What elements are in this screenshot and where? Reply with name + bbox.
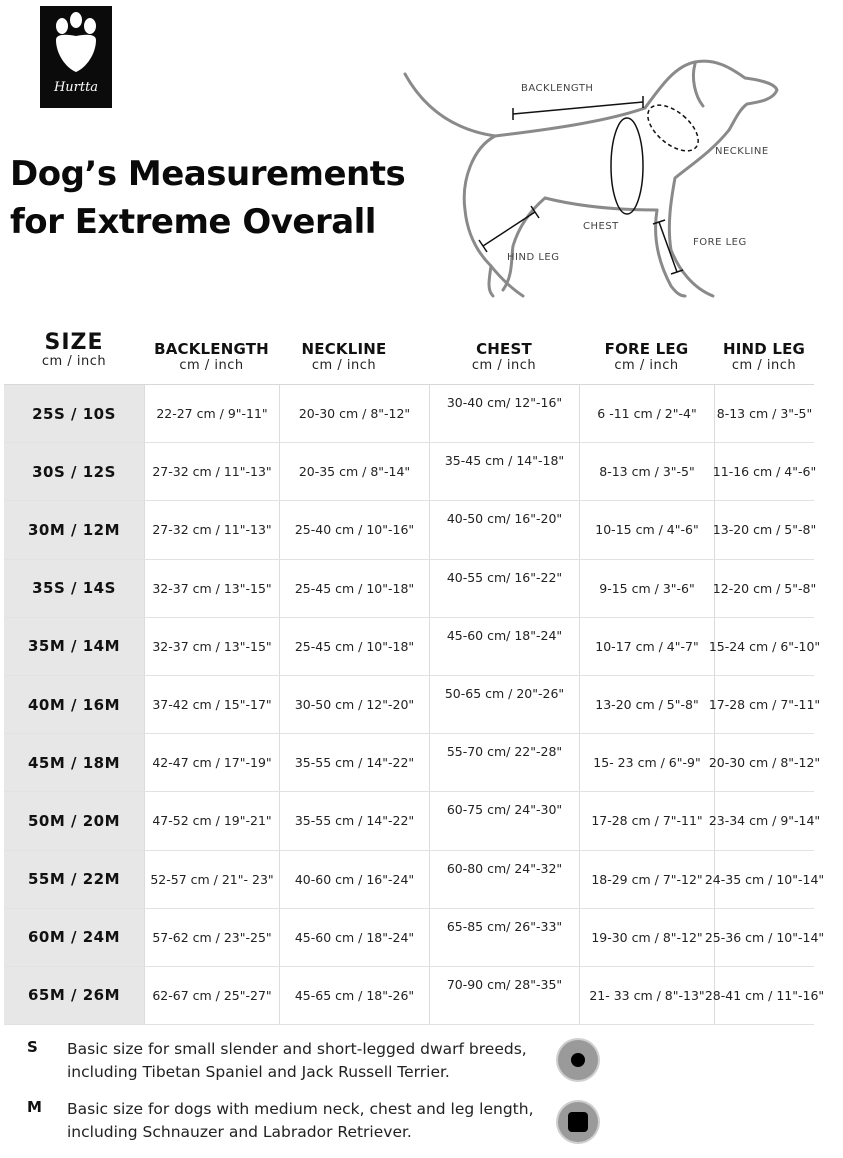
rounded-square-icon <box>558 1102 598 1142</box>
table-row <box>4 560 817 618</box>
table-row <box>4 967 825 1025</box>
cell-chest: 40-55 cm/ 16"-22" <box>429 560 579 617</box>
cell-hind-leg: 28-41 cm / 11"-16" <box>714 967 814 1024</box>
cell-chest: 30-40 cm/ 12"-16" <box>429 385 579 442</box>
cell-neckline: 35-55 cm / 14"-22" <box>279 734 429 791</box>
table-row <box>4 851 825 909</box>
cell-neckline: 25-40 cm / 10"-16" <box>279 501 429 558</box>
cell-fore-leg: 10-17 cm / 4"-7" <box>579 618 714 675</box>
cell-neckline: 40-60 cm / 16"-24" <box>279 851 429 908</box>
header-backlength: BACKLENGTH cm / inch <box>154 340 269 373</box>
cell-backlength: 22-27 cm / 9"-11" <box>144 385 279 442</box>
cell-size: 30S / 12S <box>4 443 144 500</box>
cell-chest: 70-90 cm/ 28"-35" <box>429 967 579 1024</box>
cell-size: 55M / 22M <box>4 851 144 908</box>
label-backlength: BACKLENGTH <box>521 83 594 94</box>
cell-chest: 35-45 cm / 14"-18" <box>429 443 579 500</box>
table-row <box>4 792 821 850</box>
dog-silhouette-icon <box>395 50 795 310</box>
label-chest: CHEST <box>583 221 619 232</box>
cell-fore-leg: 15- 23 cm / 6"-9" <box>579 734 714 791</box>
cell-size: 35M / 14M <box>4 618 144 675</box>
note-text <box>67 1098 567 1144</box>
table-row <box>4 501 817 559</box>
table-body <box>4 384 825 1025</box>
note-letter: S <box>27 1038 38 1056</box>
cell-backlength: 52-57 cm / 21"- 23" <box>144 851 279 908</box>
cell-chest: 40-50 cm/ 16"-20" <box>429 501 579 558</box>
table-row <box>4 385 814 443</box>
cell-neckline: 45-65 cm / 18"-26" <box>279 967 429 1024</box>
cell-chest: 50-65 cm / 20"-26" <box>429 676 579 733</box>
label-fore-leg: FORE LEG <box>693 237 747 248</box>
label-hind-leg: HIND LEG <box>507 252 560 263</box>
table-row <box>4 618 821 676</box>
table-row <box>4 676 821 734</box>
table-header <box>4 330 814 382</box>
cell-fore-leg: 17-28 cm / 7"-11" <box>579 792 714 849</box>
cell-size: 45M / 18M <box>4 734 144 791</box>
cell-backlength: 42-47 cm / 17"-19" <box>144 734 279 791</box>
cell-size: 50M / 20M <box>4 792 144 849</box>
cell-hind-leg: 13-20 cm / 5"-8" <box>714 501 814 558</box>
cell-chest: 60-80 cm/ 24"-32" <box>429 851 579 908</box>
cell-chest: 55-70 cm/ 22"-28" <box>429 734 579 791</box>
cell-neckline: 35-55 cm / 14"-22" <box>279 792 429 849</box>
cell-size: 25S / 10S <box>4 385 144 442</box>
cell-neckline: 25-45 cm / 10"-18" <box>279 618 429 675</box>
cell-size: 60M / 24M <box>4 909 144 966</box>
cell-hind-leg: 24-35 cm / 10"-14" <box>714 851 814 908</box>
cell-chest: 45-60 cm/ 18"-24" <box>429 618 579 675</box>
header-hind-leg: HIND LEG cm / inch <box>722 340 806 373</box>
cell-backlength: 62-67 cm / 25"-27" <box>144 967 279 1024</box>
cell-hind-leg: 11-16 cm / 4"-6" <box>714 443 814 500</box>
cell-hind-leg: 8-13 cm / 3"-5" <box>714 385 814 442</box>
cell-fore-leg: 6 -11 cm / 2"-4" <box>579 385 714 442</box>
dog-measurement-diagram <box>395 50 795 310</box>
cell-neckline: 20-30 cm / 8"-12" <box>279 385 429 442</box>
cell-backlength: 27-32 cm / 11"-13" <box>144 443 279 500</box>
note-line: Basic size for small slender and short-legged dwarf breeds, <box>67 1040 527 1058</box>
cell-size: 30M / 12M <box>4 501 144 558</box>
cell-fore-leg: 9-15 cm / 3"-6" <box>579 560 714 617</box>
cell-hind-leg: 17-28 cm / 7"-11" <box>714 676 814 733</box>
note-line: including Tibetan Spaniel and Jack Russell Terrier. <box>67 1063 450 1081</box>
cell-chest: 65-85 cm/ 26"-33" <box>429 909 579 966</box>
title-line-2: for Extreme Overall <box>10 202 376 242</box>
header-fore-leg: FORE LEG cm / inch <box>604 340 689 373</box>
cell-neckline: 45-60 cm / 18"-24" <box>279 909 429 966</box>
cell-size: 35S / 14S <box>4 560 144 617</box>
table-row <box>4 909 825 967</box>
cell-fore-leg: 19-30 cm / 8"-12" <box>579 909 714 966</box>
table-row <box>4 443 817 501</box>
cell-hind-leg: 23-34 cm / 9"-14" <box>714 792 814 849</box>
header-size: SIZE cm / inch <box>41 330 107 369</box>
cell-backlength: 32-37 cm / 13"-15" <box>144 618 279 675</box>
note-m <box>0 1098 843 1158</box>
cell-hind-leg: 15-24 cm / 6"-10" <box>714 618 814 675</box>
label-neckline: NECKLINE <box>715 146 769 157</box>
cell-backlength: 32-37 cm / 13"-15" <box>144 560 279 617</box>
note-line: Basic size for dogs with medium neck, chest and leg length, <box>67 1100 534 1118</box>
cell-backlength: 47-52 cm / 19"-21" <box>144 792 279 849</box>
cell-neckline: 25-45 cm / 10"-18" <box>279 560 429 617</box>
cell-neckline: 30-50 cm / 12"-20" <box>279 676 429 733</box>
brand-logo <box>40 6 112 108</box>
note-s <box>0 1038 843 1098</box>
cell-hind-leg: 25-36 cm / 10"-14" <box>714 909 814 966</box>
cell-backlength: 37-42 cm / 15"-17" <box>144 676 279 733</box>
table-row <box>4 734 821 792</box>
note-text <box>67 1038 567 1084</box>
cell-size: 40M / 16M <box>4 676 144 733</box>
cell-neckline: 20-35 cm / 8"-14" <box>279 443 429 500</box>
cell-chest: 60-75 cm/ 24"-30" <box>429 792 579 849</box>
cell-backlength: 57-62 cm / 23"-25" <box>144 909 279 966</box>
circle-dot-icon <box>558 1040 598 1080</box>
brand-name: Hurtta <box>53 80 99 95</box>
paw-print-icon <box>40 6 112 80</box>
cell-hind-leg: 12-20 cm / 5"-8" <box>714 560 814 617</box>
header-chest: CHEST cm / inch <box>471 340 537 373</box>
page-title <box>10 150 405 246</box>
cell-fore-leg: 21- 33 cm / 8"-13" <box>579 967 714 1024</box>
note-line: including Schnauzer and Labrador Retriever. <box>67 1123 412 1141</box>
title-line-1: Dog’s Measurements <box>10 154 406 194</box>
cell-backlength: 27-32 cm / 11"-13" <box>144 501 279 558</box>
note-letter: M <box>27 1098 42 1116</box>
cell-fore-leg: 8-13 cm / 3"-5" <box>579 443 714 500</box>
cell-hind-leg: 20-30 cm / 8"-12" <box>714 734 814 791</box>
size-table <box>4 330 825 1005</box>
cell-fore-leg: 10-15 cm / 4"-6" <box>579 501 714 558</box>
header-neckline: NECKLINE cm / inch <box>301 340 387 373</box>
cell-size: 65M / 26M <box>4 967 144 1024</box>
cell-fore-leg: 18-29 cm / 7"-12" <box>579 851 714 908</box>
cell-fore-leg: 13-20 cm / 5"-8" <box>579 676 714 733</box>
